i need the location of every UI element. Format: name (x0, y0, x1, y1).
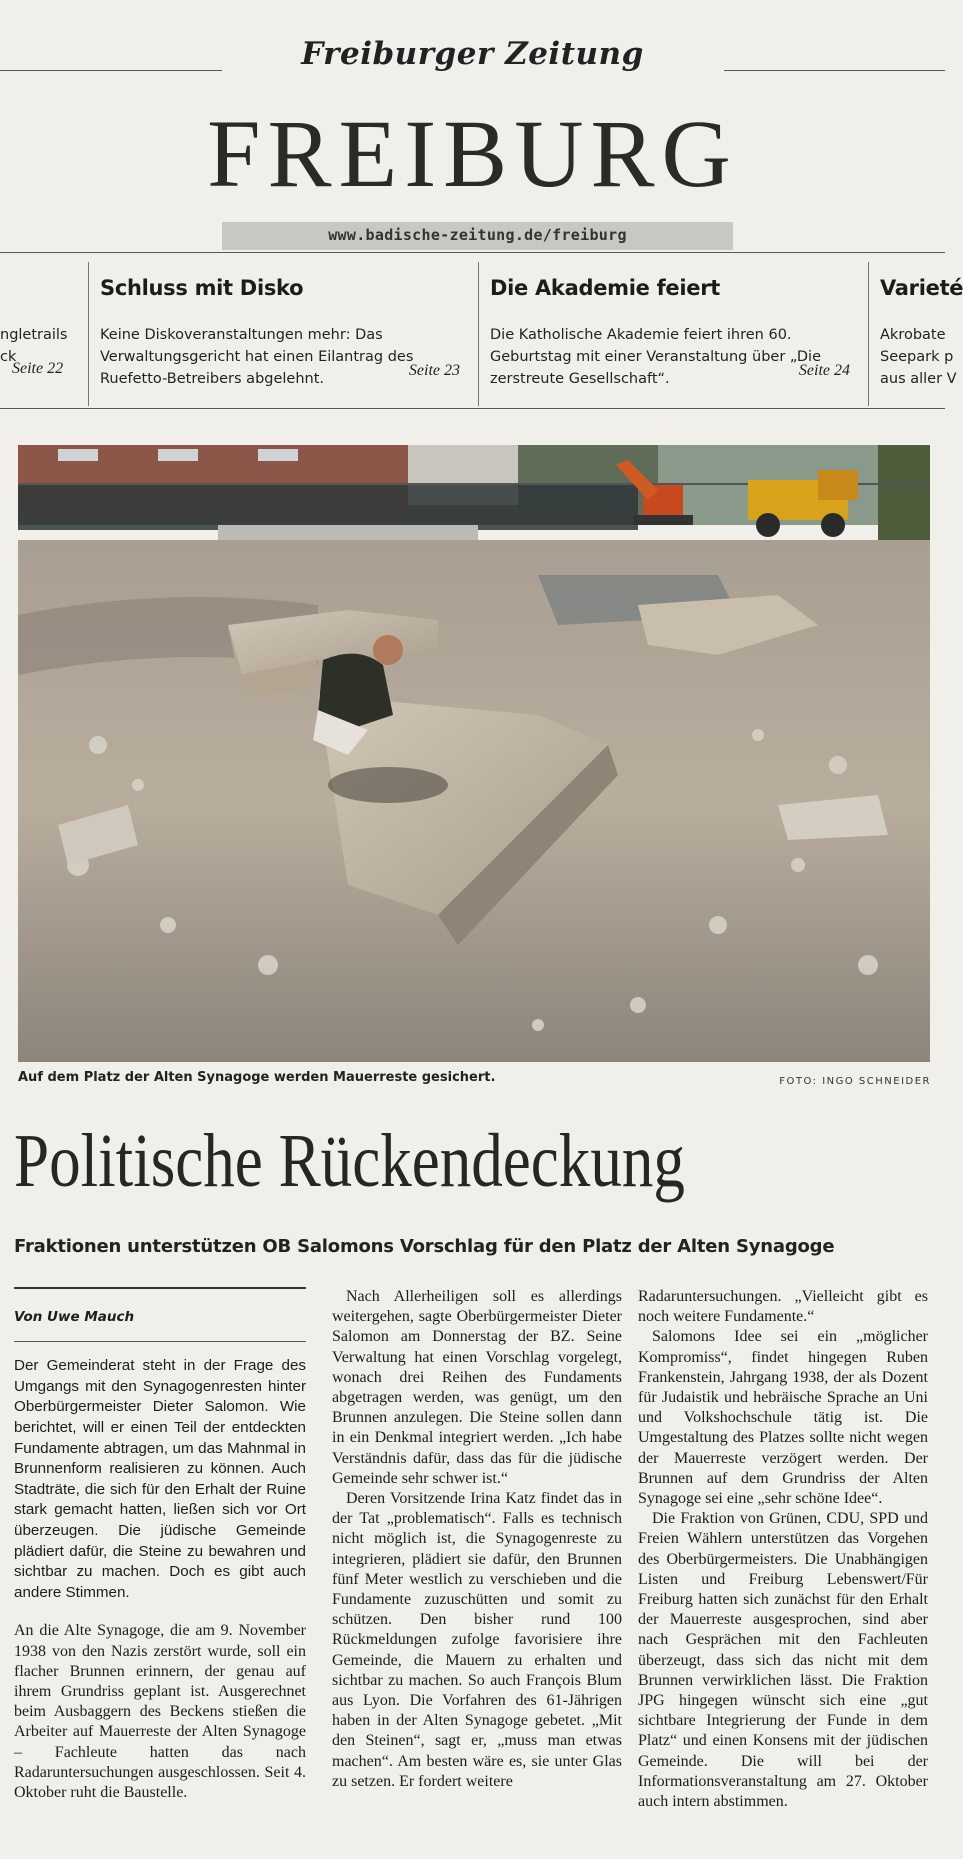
article-paragraph: Nach Allerheiligen soll es allerdings weitergehen, sagte Oberbürgermeister Dieter Salomon am Donnerstag der BZ. Seine Verwaltung hat einen Vorschlag vorgelegt, wonach drei Reihen des Fundaments abgetragen werden, was genügt, um den Brunnen anzulegen. Die Steine sollen dann in ein Denkmal integriert werden. „Ich habe Verständnis dafür, dass das für die jüdische Gemeinde sehr schwer ist.“ (332, 1288, 622, 1487)
byline: Von Uwe Mauch (14, 1309, 135, 1325)
newspaper-name: Freiburger Zeitung (301, 36, 644, 72)
teaser-body: Die Katholische Akademie feiert ihren 60. Geburtstag mit einer Veranstaltung über „Die zerstreute Gesellschaft“. (490, 327, 821, 387)
article-column-2 (332, 1287, 622, 1792)
section-url[interactable]: www.badische-zeitung.de/freiburg (328, 226, 627, 244)
article-paragraph: Die Fraktion von Grünen, CDU, SPD und Freien Wählern unterstützen das Vorgehen des Oberbürgermeisters. Die Unabhängigen Listen und Freiburg Lebenswert/Für Freiburg hatten sich zunächst für den Erhalt der Mauerreste ausgesprochen, sind aber nach Gesprächen mit den Fachleuten überzeugt, dass sich das nicht mit dem Brunnen verwirklichen lässt. Die Fraktion JPG hingegen wünscht sich eine „gut sichtbare Integrierung der Funde in dem Platz“ und einen Konsens mit der jüdischen Gemeinde. Die will bei der Informationsveranstaltung am 27. Oktober auch intern abstimmen. (638, 1510, 928, 1811)
teaser-body: Akrobate Seepark p aus aller V (880, 327, 957, 387)
excavation-photo (18, 445, 930, 1062)
article-paragraph: Salomons Idee sei ein „möglicher Kompromiss“, findet hingegen Ruben Frankenstein, Jahrgang 1938, der als Dozent für Judaistik und hebräische Sprache an Uni und Volkshochschule tätig ist. Die Umgestaltung des Platzes sollte nicht wegen der Mauerreste verzögert werden. Der Brunnen auf dem Grundriss der Alten Synagoge sei eine „sehr schöne Idee“. (638, 1328, 928, 1508)
article-column-3 (638, 1287, 928, 1812)
teaser-disko[interactable] (88, 260, 478, 402)
column-rule (14, 1341, 306, 1342)
article-subheadline: Fraktionen unterstützen OB Salomons Vorschlag für den Platz der Alten Synagoge (14, 1236, 835, 1257)
column-rule (14, 1287, 306, 1289)
article-column-1 (14, 1287, 306, 1803)
teaser-body: Keine Diskoveranstaltungen mehr: Das Verwaltungsgericht hat einen Eilantrag des Ruefetto-Betreibers abgelehnt. (100, 327, 414, 387)
teaser-variete-cut[interactable] (868, 260, 963, 402)
photo-caption: Auf dem Platz der Alten Synagoge werden Mauerreste gesichert. (18, 1070, 496, 1085)
article-paragraph: An die Alte Synagoge, die am 9. November 1938 von den Nazis zerstört wurde, soll ein flacher Brunnen erinnern, der genau auf ihrem Grundriss geplant ist. Ausgerechnet beim Ausbaggern des Beckens stießen die Arbeiter auf Mauerreste der Alten Synagoge – Fachleute hatten das nach Radaruntersuchungen ausgeschlossen. Seit 4. Oktober ruht die Baustelle. (14, 1622, 306, 1801)
teaser-page-ref: Seite 24 (798, 362, 850, 379)
photo-credit: FOTO: INGO SCHNEIDER (779, 1076, 931, 1087)
teaser-page-ref: Seite 22 (12, 360, 64, 377)
article-headline: Politische Rückendeckung (14, 1119, 685, 1203)
teaser-title: Varieté (880, 276, 963, 300)
teaser-title: Die Akademie feiert (490, 276, 720, 300)
article-paragraph: Radaruntersuchungen. „Vielleicht gibt es noch weitere Fundamente.“ (638, 1288, 928, 1326)
teaser-akademie[interactable] (478, 260, 868, 402)
teaser-page-ref: Seite 23 (408, 362, 460, 379)
section-title: FREIBURG (207, 100, 738, 207)
teaser-left-cut[interactable] (0, 260, 88, 402)
article-paragraph: Deren Vorsitzende Irina Katz findet das in der Tat „problematisch“. Falls es technisch nicht möglich ist, die Synagogenreste zu integrieren, plädiert sie dafür, den Brunnen fünf Meter westlich zu verschieben und die Fundamente zuzuschütten und somit zu schützen. Den bisher rund 100 Rückmeldungen zufolge favorisiere ihre Gemeinde, die Mauern zu erhalten und sichtbar zu machen. So auch François Blum aus Lyon. Die Vorfahren des 61-Jährigen haben in der Alten Synagoge gebetet. „Mit den Steinen“, sagt er, „muss man etwas machen“. Am besten wäre es, sie unter Glas zu setzen. Er fordert weitere (332, 1490, 622, 1790)
teaser-title: Schluss mit Disko (100, 276, 304, 300)
article-lead: Der Gemeinderat steht in der Frage des Umgangs mit den Synagogenresten hinter Oberbürgermeister Dieter Salomon. Wie berichtet, will er einen Teil der entdeckten Fundamente abtragen, um das Mahnmal in Brunnenform realisieren zu können. Auch Stadträte, die sich für den Erhalt der Ruine stark gemacht hatten, ließen sich vor Ort überzeugen. Die jüdische Gemeinde plädiert dafür, die Steine zu bewahren und sichtbar zu machen. Doch es gibt auch andere Stimmen. (14, 1357, 306, 1601)
teaser-body: ngletrails ck (0, 327, 68, 365)
